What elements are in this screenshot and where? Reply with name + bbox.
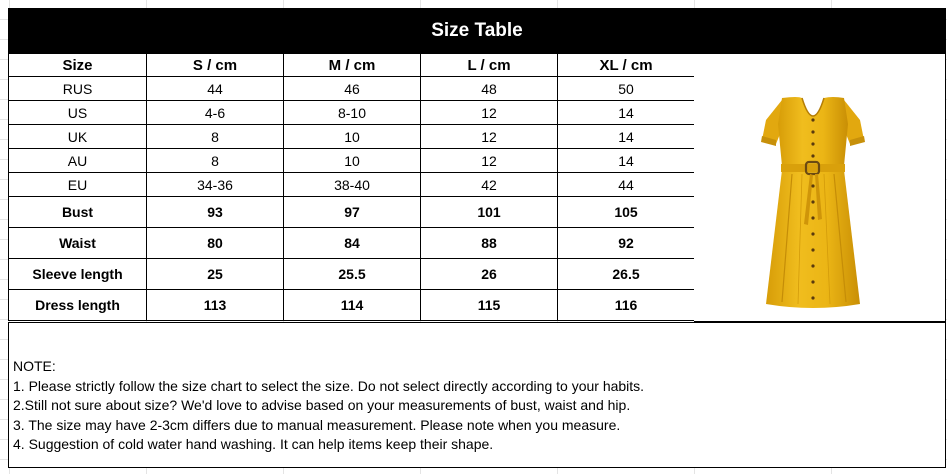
cell-value: 14: [558, 125, 695, 149]
table-header-row: [9, 54, 695, 77]
cell-value: 26: [421, 259, 558, 290]
row-label: EU: [9, 173, 147, 197]
cell-value: 38-40: [284, 173, 421, 197]
size-table-title-text: Size Table: [431, 20, 523, 41]
header-size: Size: [9, 54, 147, 77]
cell-value: 14: [558, 101, 695, 125]
cell-value: 8: [147, 125, 284, 149]
yellow-dress-image: [752, 94, 874, 314]
cell-value: 34-36: [147, 173, 284, 197]
table-row: [9, 149, 695, 173]
cell-value: 50: [558, 77, 695, 101]
notes-heading: NOTE:: [13, 358, 56, 374]
cell-value: 93: [147, 197, 284, 228]
note-item: 4. Suggestion of cold water hand washing. It can help items keep their shape.: [13, 436, 494, 452]
notes-panel: [8, 322, 946, 468]
cell-value: 8: [147, 149, 284, 173]
cell-value: 92: [558, 228, 695, 259]
cell-value: 46: [284, 77, 421, 101]
cell-value: 26.5: [558, 259, 695, 290]
header-m: M / cm: [284, 54, 421, 77]
cell-value: 88: [421, 228, 558, 259]
row-label: Bust: [9, 197, 147, 228]
note-item: 3. The size may have 2-3cm differs due to manual measurement. Please note when you measure.: [13, 416, 621, 433]
cell-value: 25: [147, 259, 284, 290]
table-row: [9, 197, 695, 228]
cell-value: 10: [284, 149, 421, 173]
cell-value: 114: [284, 290, 421, 321]
cell-value: 14: [558, 149, 695, 173]
table-row: [9, 125, 695, 149]
row-label: AU: [9, 149, 147, 173]
cell-value: 10: [284, 125, 421, 149]
cell-value: 44: [558, 173, 695, 197]
row-label: Waist: [9, 228, 147, 259]
product-image-cell: [694, 53, 946, 322]
table-row: [9, 259, 695, 290]
row-label: RUS: [9, 77, 147, 101]
header-l: L / cm: [421, 54, 558, 77]
cell-value: 101: [421, 197, 558, 228]
cell-value: 48: [421, 77, 558, 101]
header-s: S / cm: [147, 54, 284, 77]
cell-value: 4-6: [147, 101, 284, 125]
row-label: US: [9, 101, 147, 125]
size-table-title: [8, 8, 946, 54]
note-item: 2.Still not sure about size? We'd love to advise based on your measurements of bust, waist and hip.: [13, 397, 631, 413]
cell-value: 115: [421, 290, 558, 321]
note-item: 1. Please strictly follow the size chart to select the size. Do not select directly according to your habits.: [13, 377, 645, 394]
cell-value: 42: [421, 173, 558, 197]
cell-value: 44: [147, 77, 284, 101]
cell-value: 97: [284, 197, 421, 228]
table-row: [9, 173, 695, 197]
cell-value: 12: [421, 125, 558, 149]
cell-value: 12: [421, 101, 558, 125]
cell-value: 12: [421, 149, 558, 173]
cell-value: 8-10: [284, 101, 421, 125]
row-label: Sleeve length: [9, 259, 147, 290]
cell-value: 25.5: [284, 259, 421, 290]
header-xl: XL / cm: [558, 54, 695, 77]
cell-value: 105: [558, 197, 695, 228]
size-table: [8, 53, 695, 321]
table-row: [9, 101, 695, 125]
table-row: [9, 228, 695, 259]
row-label: Dress length: [9, 290, 147, 321]
cell-value: 80: [147, 228, 284, 259]
row-label: UK: [9, 125, 147, 149]
table-row: [9, 77, 695, 101]
table-row: [9, 290, 695, 321]
cell-value: 116: [558, 290, 695, 321]
cell-value: 84: [284, 228, 421, 259]
cell-value: 113: [147, 290, 284, 321]
